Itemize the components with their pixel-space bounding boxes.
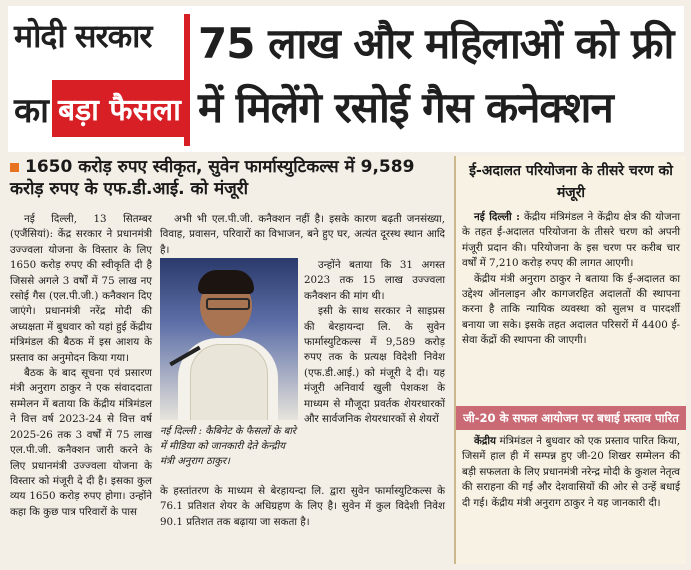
side-story-body-2 xyxy=(462,434,680,511)
subheadline xyxy=(10,156,450,200)
paragraph: केंद्रीय मंत्री अनुराग ठाकुर ने बताया कि ई-अदालत का उद्देश्य ऑनलाइन और कागजरहित अदालतों की स्थापना करना है ताकि न्यायिक व्यवस्था को सुलभ व पारदर्शी बनाया जा सके। इसके तहत अदालत परिसरों में 4400 ई-सेवा केंद्रों की स्थापना की जाएगी। xyxy=(462,272,680,347)
paragraph: अभी भी एल.पी.जी. कनैक्शन नहीं है। इसके कारण बढ़ती जनसंख्या, विवाह, प्रवासन, परिवारों का विभाजन, बने हुए घर, अत्यंत दूरस्थ स्थान आदि है। xyxy=(160,213,445,256)
paragraph: उन्होंने बताया कि 31 अगस्त 2023 तक 15 लाख उज्ज्वला कनैक्शन की मांग थी। xyxy=(304,259,445,302)
paragraph-text: मंत्रिमंडल ने बुधवार को एक प्रस्ताव पारित किया, जिसमें हाल ही में सम्पन्न हुए जी-20 शिखर सम्मेलन की बड़ी सफलता के लिए प्रधानमंत्री नरेन्द्र मोदी के कुशल नेतृत्व की सराहना की गई और देशवासियों की ओर से उन्हें बधाई दी गई। केंद्रीय मंत्री अनुराग ठाकुर ने यह जानकारी दी। xyxy=(462,435,680,509)
story-column-2-bottom: के हस्तांतरण के माध्यम से बेरहायन्दा लि. द्वारा सुवेन फार्मास्युटिकल्स के 76.1 प्रतिशत शेयर के अधिग्रहण के लिए है। सुवेन में कुल विदेशी निवेश 90.1 प्रतिशत तक बढ़ाया जा सकता है। xyxy=(160,485,445,528)
kicker-ka: का xyxy=(14,91,49,131)
photo-figure-glasses xyxy=(206,298,250,310)
paragraph xyxy=(462,210,680,272)
masthead-divider xyxy=(184,14,190,146)
side-story-body xyxy=(462,210,680,349)
story-column-1 xyxy=(10,212,152,520)
kicker-line: मोदी सरकार xyxy=(14,17,152,55)
kicker-badge: बड़ा फैसला xyxy=(52,80,187,137)
story-column-2-top xyxy=(160,212,445,258)
paragraph: नई दिल्ली, 13 सितम्बर (एजैंसियां): केंद्र सरकार ने प्रधानमंत्री उज्ज्वला योजना के विस्तार के लिए 1650 करोड़ रुपए की स्वीकृति दी है जिससे अगले 3 वर्षों में 75 लाख नए रसोई गैस (एल.पी.जी.) कनैक्शन दिए जाएंगे। प्रधानमंत्री नरेंद्र मोदी की अध्यक्षता में बुधवार को यहां हुई केंद्रीय मंत्रिमंडल की बैठक में इस आशय के प्रस्ताव का अनुमोदन किया गया। xyxy=(10,213,152,364)
side-story xyxy=(454,156,686,564)
sub-headline-strip: जी-20 के सफल आयोजन पर बधाई प्रस्ताव पारित xyxy=(456,406,686,430)
paragraph xyxy=(462,434,680,511)
lead-word: केंद्रीय xyxy=(474,435,497,447)
photo-figure-vest xyxy=(190,344,268,420)
story-column-3 xyxy=(304,258,445,427)
subheadline-text: 1650 करोड़ रुपए स्वीकृत, सुवेन फार्मास्युटिकल्स में 9,589 करोड़ रुपए के एफ.डी.आई. को मंजूरी xyxy=(10,157,415,199)
side-headline: ई-अदालत परियोजना के तीसरे चरण को मंजूरी xyxy=(469,163,673,201)
paragraph-text: केंद्रीय मंत्रिमंडल ने केंद्रीय क्षेत्र की योजना के तहत ई-अदालत परियोजना के तीसरे चरण को अपनी मंजूरी प्रदान की। परियोजना के इस चरण पर करीब चार वर्षों में 7,210 करोड़ रुपए की लागत आएगी। xyxy=(462,211,680,270)
masthead xyxy=(8,6,684,152)
news-photo xyxy=(160,258,298,420)
paragraph: बैठक के बाद सूचना एवं प्रसारण मंत्री अनुराग ठाकुर ने एक संवाददाता सम्मेलन में बताया कि केंद्रीय मंत्रिमंडल ने वित्त वर्ष 2023-24 से वित्त वर्ष 2025-26 तक 3 वर्षों में 75 लाख एल.पी.जी. कनैक्शन जारी करने के लिए प्रधानमंत्री उज्ज्वला योजना के विस्तार को मंजूरी दे दी है। इसका कुल व्यय 1650 करोड़ रुपए होगा। उन्होंने कहा कि कुछ पात्र परिवारों के पास xyxy=(10,367,152,518)
masthead-kicker xyxy=(14,14,184,146)
dateline: नई दिल्ली : xyxy=(474,211,520,223)
photo-figure-hair xyxy=(198,270,254,294)
main-headline: 75 लाख और महिलाओं को फ्री में मिलेंगे रसोई गैस कनेक्शन xyxy=(198,19,674,132)
photo-caption: नई दिल्ली : कैबिनेट के फैसलों के बारे में मीडिया को जानकारी देते केन्द्रीय मंत्री अनुराग ठाकुर। xyxy=(160,426,297,467)
paragraph: इसी के साथ सरकार ने साइप्रस की बेरहायन्दा लि. के सुवेन फार्मास्युटिकल्स में 9,589 करोड़ रुपए तक के प्रत्यक्ष विदेशी निवेश (एफ.डी.आई.) को मंजूरी दे दी। यह मंजूरी अनिवार्य खुली पेशकश के माध्यम से मौजूदा प्रवर्तक शेयरधारकों और सार्वजनिक शेयरधारकों से शेयरों xyxy=(304,305,445,426)
bullet-icon xyxy=(10,163,19,172)
